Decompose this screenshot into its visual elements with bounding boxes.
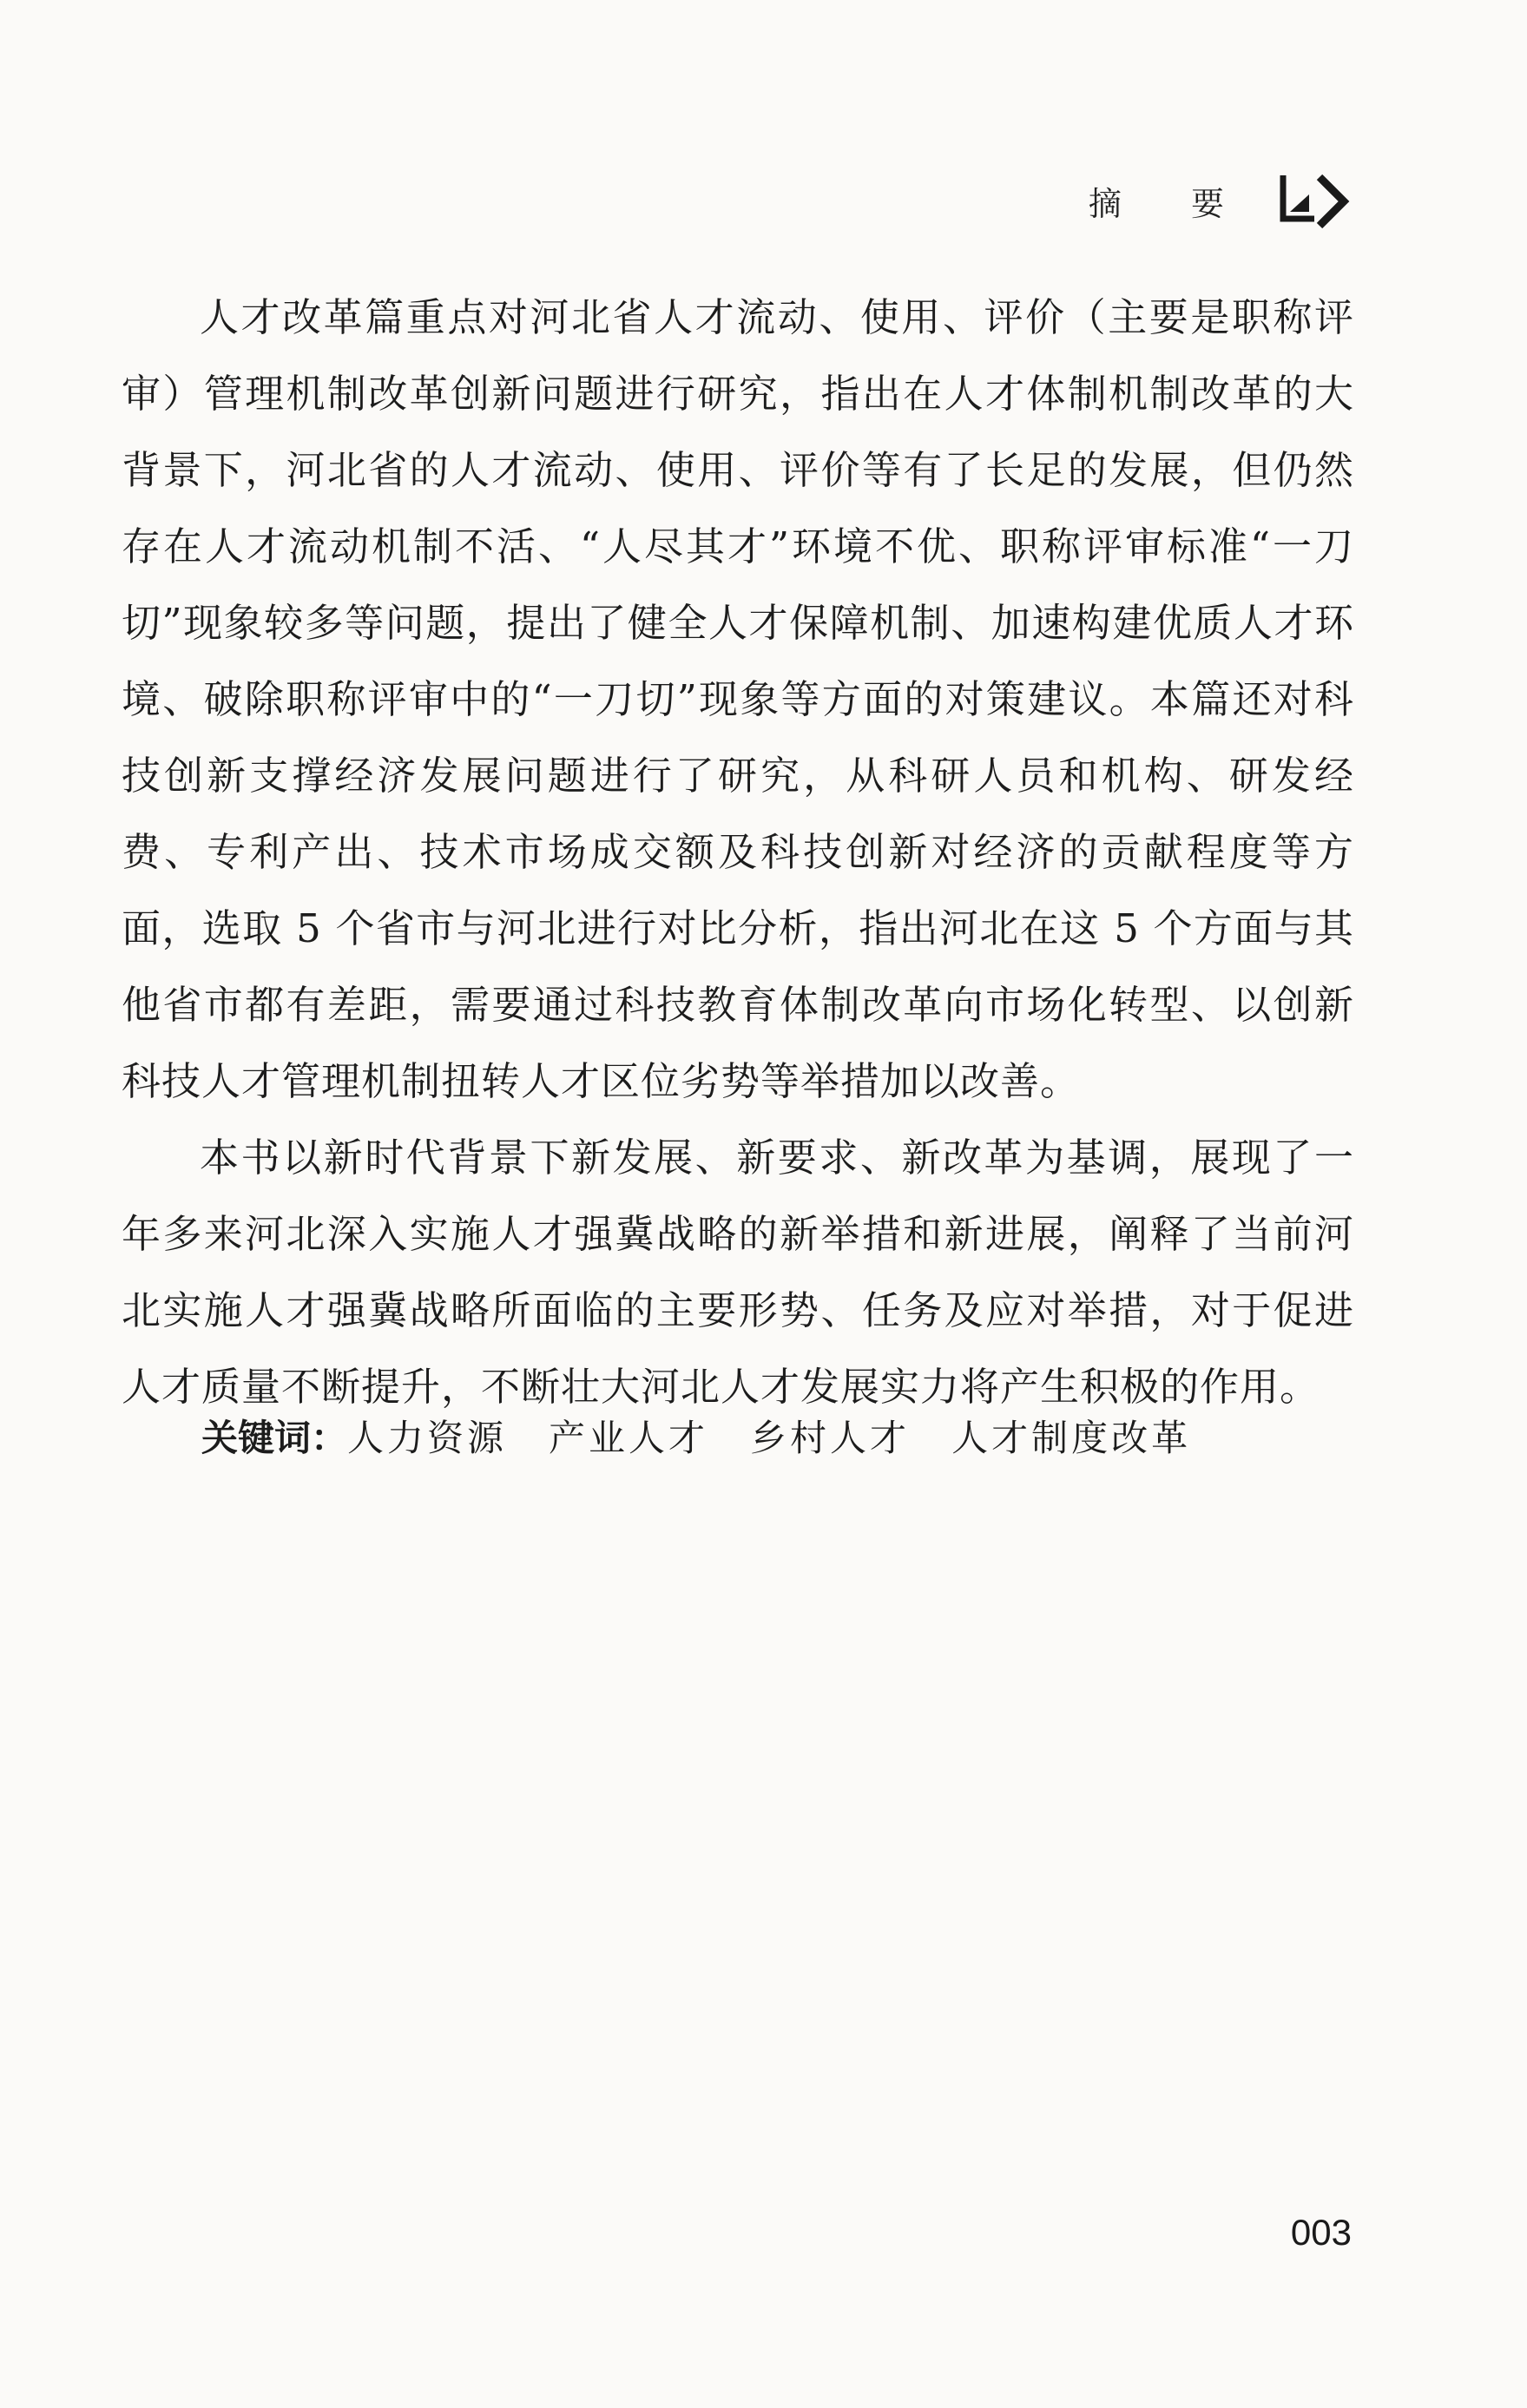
abstract-paragraph-1: 人才改革篇重点对河北省人才流动、使用、评价（主要是职称评审）管理机制改革创新问题进行研究，指出在人才体制机制改革的大背景下，河北省的人才流动、使用、评价等有了长足的发展，但仍然存在人才流动机制不活、“人尽其才”环境不优、职称评审标准“一刀切”现象较多等问题，提出了健全人才保障机制、加速构建优质人才环境、破除职称评审中的“一刀切”现象等方面的对策建议。本篇还对科技创新支撑经济发展问题进行了研究，从科研人员和机构、研发经费、专利产出、技术市场成交额及科技创新对经济的贡献程度等方面，选取 5 个省市与河北进行对比分析，指出河北在这 5 个方面与其他省市都有差距，需要通过科技教育体制改革向市场化转型、以创新科技人才管理机制扭转人才区位劣势等举措加以改善。 [122, 294, 1354, 1104]
keyword-item: 人力资源 [347, 1417, 508, 1459]
keyword-item: 乡村人才 [750, 1417, 911, 1459]
keywords-label: 关键词： [201, 1417, 348, 1459]
keyword-item: 人才制度改革 [951, 1417, 1192, 1459]
page-number: 003 [1290, 2212, 1352, 2253]
keyword-item: 产业人才 [549, 1417, 709, 1459]
corner-arrow-icon [1280, 170, 1358, 231]
abstract-paragraph-2: 本书以新时代背景下新发展、新要求、新改革为基调，展现了一年多来河北深入实施人才强冀战略的新举措和新进展，阐释了当前河北实施人才强冀战略所面临的主要形势、任务及应对举措，对于促进人才质量不断提升，不断壮大河北人才发展实力将产生积极的作用。 [122, 1135, 1354, 1410]
section-label: 摘 要 [1088, 184, 1254, 223]
keywords-line [201, 1412, 1233, 1464]
abstract-body [122, 280, 1354, 1425]
page-header [1089, 170, 1358, 231]
